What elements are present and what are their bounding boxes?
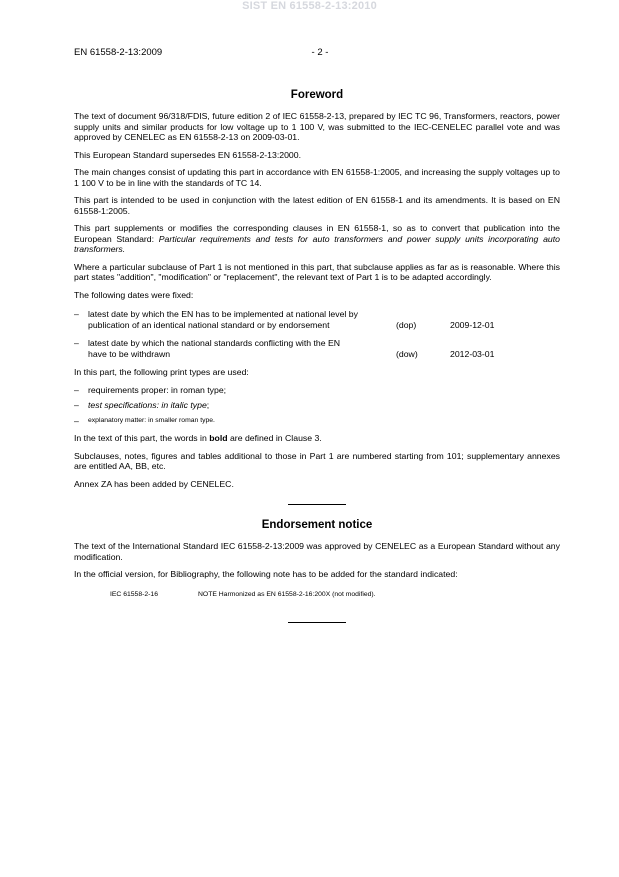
date-item-text: latest date by which the EN has to be implemented at national level by publication of an identical national standard or by endorsement (88, 309, 358, 330)
foreword-paragraph-9-bold: bold (209, 433, 228, 443)
foreword-paragraph-10: Subclauses, notes, figures and tables additional to those in Part 1 are numbered starting from 101; supplementary annexes are entitled AA, BB, etc. (74, 450, 560, 471)
foreword-paragraph-8: In this part, the following print types are used: (74, 367, 249, 377)
foreword-paragraph-9 (74, 433, 560, 444)
print-type-item (74, 400, 560, 411)
foreword-paragraph-1: The text of document 96/318/FDIS, future edition 2 of IEC 61558-2-13, prepared by IEC TC 96, Transformers, reactors, power supply units and similar products for low voltage up to 1 100 V, was submitted to the IEC-CENELEC parallel vote and was approved by CENELEC as EN 61558-2-13 on 2009-03-01. (74, 111, 560, 142)
note-reference: IEC 61558-2-16 (110, 590, 158, 598)
date-item-date: 2009-12-01 (450, 319, 495, 330)
date-item-code: (dop) (396, 319, 417, 330)
foreword-title: Foreword (290, 89, 344, 101)
foreword-paragraph-5-title: Particular requirements and tests for auto transformers and power supply units incorporating auto transformers. (74, 233, 560, 254)
foreword-paragraph-9-start: In the text of this part, the words in (74, 433, 210, 443)
list-dash: – (74, 338, 79, 348)
foreword-paragraph-11: Annex ZA has been added by CENELEC. (74, 478, 234, 489)
foreword-paragraph-4: This part is intended to be used in conjunction with the latest edition of EN 61558-1 and its amendments. It is based on EN 61558-1:2005. (74, 195, 560, 216)
endorsement-title: Endorsement notice (261, 519, 373, 531)
date-item-dop (74, 309, 560, 330)
foreword-paragraph-6: Where a particular subclause of Part 1 is not mentioned in this part, that subclause applies as far as is reasonable. Where this part states "addition", "modification" or "replacement", the relevant text of Part 1 is to be adapted accordingly. (74, 261, 560, 282)
endorsement-paragraph-1: The text of the International Standard IEC 61558-2-13:2009 was approved by CENELEC as a European Standard without any modification. (74, 541, 560, 562)
foreword-paragraph-9-end: are defined in Clause 3. (227, 433, 322, 443)
print-type-semicolon: ; (206, 400, 210, 410)
print-types-list (74, 385, 560, 427)
print-type-italic-text: test specifications: in italic type (88, 400, 207, 410)
list-dash: – (74, 415, 79, 426)
endorsement-paragraph-2: In the official version, for Bibliography, the following note has to be added for the standard indicated: (74, 569, 458, 579)
date-item-date: 2012-03-01 (450, 348, 495, 359)
print-type-text (88, 400, 560, 411)
section-divider (288, 504, 346, 505)
foreword-paragraph-5-text: This part supplements or modifies the corresponding clauses in EN 61558-1, so as to convert that publication into the European Standard: (74, 223, 560, 244)
header-standard-number: EN 61558-2-13:2009 (74, 47, 163, 58)
page-number: - 2 - (311, 47, 329, 58)
bibliography-note (110, 590, 560, 601)
list-dash: – (74, 309, 79, 319)
foreword-paragraph-3: The main changes consist of updating this part in accordance with EN 61558-1:2005, and increasing the supply voltages up to 1 100 V to be in line with the standards of TC 14. (74, 167, 560, 188)
list-dash: – (74, 384, 79, 395)
page-content (74, 88, 560, 636)
end-divider (288, 622, 346, 623)
print-type-text: requirements proper: in roman type; (88, 384, 227, 395)
date-item-dow (74, 338, 560, 359)
print-type-text: explanatory matter: in smaller roman type. (88, 416, 215, 424)
print-type-item (74, 385, 560, 396)
dates-list (74, 309, 560, 359)
foreword-paragraph-2: This European Standard supersedes EN 61558-2-13:2000. (74, 149, 301, 160)
foreword-paragraph-5 (74, 223, 560, 255)
watermark: SIST EN 61558-2-13:2010 (242, 0, 377, 12)
list-dash: – (74, 400, 79, 410)
print-type-item (74, 416, 560, 427)
foreword-paragraph-7: The following dates were fixed: (74, 289, 194, 300)
date-item-text: latest date by which the national standards conflicting with the EN have to be withdrawn (88, 338, 341, 359)
note-text: NOTE Harmonized as EN 61558-2-16:200X (not modified). (198, 590, 376, 598)
date-item-code: (dow) (396, 348, 418, 359)
